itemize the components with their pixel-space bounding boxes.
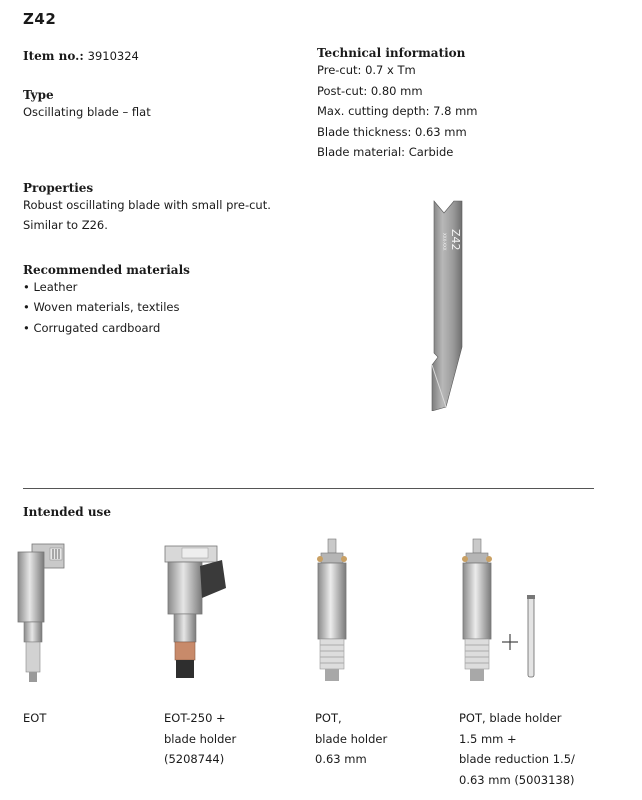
tech-line: Pre-cut: 0.7 x Tm [317, 63, 416, 77]
item-number [23, 46, 139, 66]
tool-label-line: blade reduction 1.5/ [459, 752, 575, 766]
tech-line: Max. cutting depth: 7.8 mm [317, 104, 478, 118]
tool-label-line: 0.63 mm [315, 752, 367, 766]
section-divider [23, 488, 594, 489]
eot-tool-image [10, 540, 70, 685]
tech-line: Blade material: Carbide [317, 145, 454, 159]
materials-section [23, 263, 190, 338]
eot250-tool-image [160, 540, 230, 685]
technical-info-section [317, 46, 478, 163]
pot-reduction-tool-image [452, 535, 552, 685]
item-number-label: Item no.: [23, 49, 84, 63]
tool-label-eot250 [164, 708, 236, 770]
tool-label-line: (5208744) [164, 752, 225, 766]
technical-info-heading: Technical information [317, 46, 466, 60]
tool-label-line: blade holder [164, 731, 237, 746]
tool-label-line: 0.63 mm (5003138) [459, 772, 575, 787]
materials-item: • Woven materials, textiles [23, 297, 190, 317]
svg-text:XXX-XXX: XXX-XXX [442, 233, 447, 251]
tool-label-line: 1.5 mm + [459, 731, 517, 746]
tool-label-line: blade holder [315, 731, 388, 746]
tech-line: Blade thickness: 0.63 mm [317, 124, 467, 139]
page-title: Z42 [23, 10, 57, 28]
tech-line: Post-cut: 0.80 mm [317, 83, 423, 98]
tool-label-line: EOT-250 + [164, 711, 226, 725]
item-number-value: 3910324 [87, 49, 139, 63]
materials-heading: Recommended materials [23, 263, 190, 277]
blade-marking: Z42 [449, 229, 462, 251]
tool-label-pot-reduction [459, 708, 575, 790]
properties-line: Similar to Z26. [23, 218, 108, 232]
tool-label-line: POT, blade holder [459, 711, 562, 725]
tool-label-line: EOT [23, 711, 47, 725]
intended-use-heading: Intended use [23, 505, 111, 519]
materials-item: • Corrugated cardboard [23, 318, 190, 338]
type-heading: Type [23, 88, 54, 102]
pot-tool-image [307, 535, 357, 685]
properties-section [23, 181, 271, 235]
properties-heading: Properties [23, 181, 94, 195]
properties-line: Robust oscillating blade with small pre-cut. [23, 198, 271, 212]
tool-label-line: POT, [315, 711, 342, 725]
tool-label-pot [315, 708, 387, 770]
type-value: Oscillating blade – flat [23, 105, 151, 119]
tool-label-eot [23, 708, 46, 729]
type-section [23, 88, 151, 122]
materials-item: • Leather [23, 277, 190, 297]
blade-image [418, 197, 478, 411]
